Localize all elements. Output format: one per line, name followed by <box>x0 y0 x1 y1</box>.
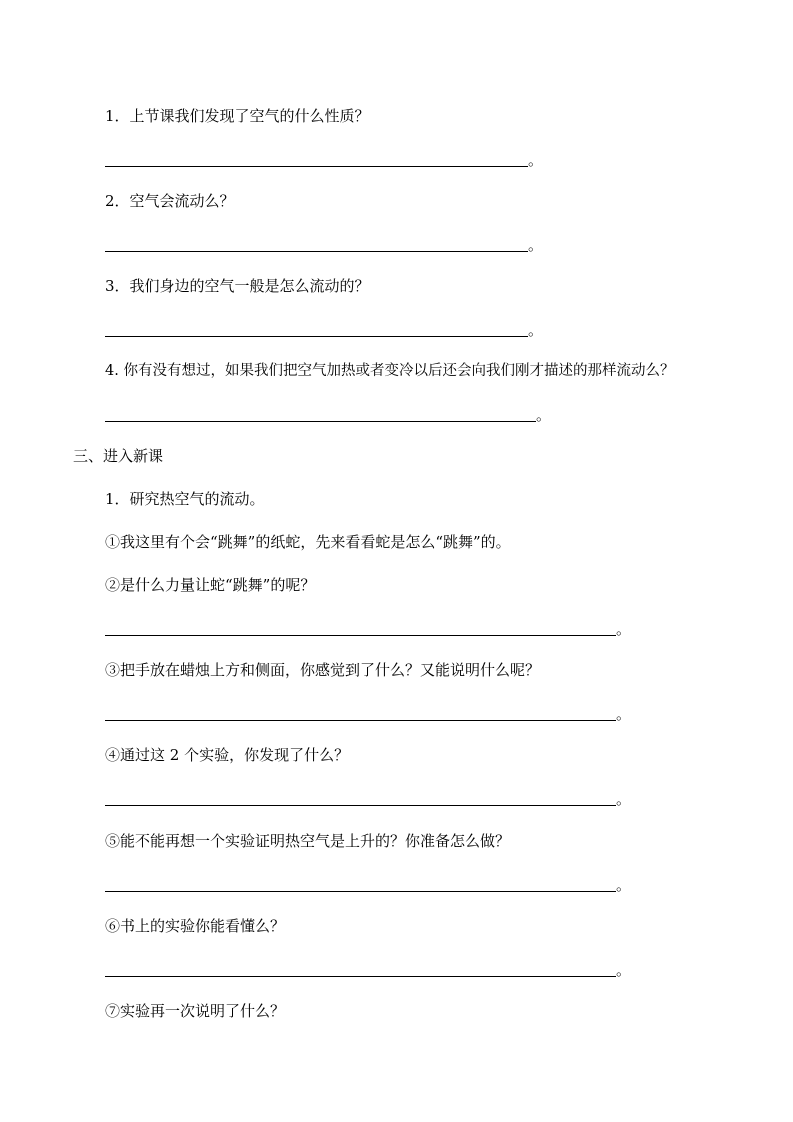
answer-period: 。 <box>528 151 544 169</box>
review-question-3: 3．我们身边的空气一般是怎么流动的？ <box>105 277 370 295</box>
answer-blank-item-6[interactable] <box>105 960 635 980</box>
answer-period: 。 <box>528 321 544 339</box>
answer-period: 。 <box>616 876 632 894</box>
answer-blank-3[interactable] <box>105 320 545 340</box>
review-question-1: 1．上节课我们发现了空气的什么性质？ <box>105 107 370 125</box>
answer-blank-2[interactable] <box>105 235 545 255</box>
answer-line <box>105 891 616 892</box>
item-5: ⑤能不能再想一个实验证明热空气是上升的？你准备怎么做？ <box>105 832 511 850</box>
section-title: 三、进入新课 <box>73 447 164 465</box>
answer-period: 。 <box>616 790 632 808</box>
review-question-4: 4. 你有没有想过，如果我们把空气加热或者变冷以后还会向我们刚才描述的那样流动么？ <box>105 363 675 379</box>
answer-line <box>105 251 528 252</box>
answer-period: 。 <box>536 406 552 424</box>
item-4: ④通过这 2 个实验，你发现了什么？ <box>105 746 350 764</box>
answer-blank-item-5[interactable] <box>105 875 635 895</box>
answer-blank-item-4[interactable] <box>105 789 635 809</box>
item-6: ⑥书上的实验你能看懂么？ <box>105 917 286 935</box>
answer-period: 。 <box>616 620 632 638</box>
answer-blank-4[interactable] <box>105 405 555 425</box>
answer-blank-1[interactable] <box>105 150 545 170</box>
answer-line <box>105 720 616 721</box>
answer-line <box>105 421 536 422</box>
answer-period: 。 <box>616 705 632 723</box>
answer-line <box>105 635 616 636</box>
review-question-2: 2．空气会流动么？ <box>105 192 235 210</box>
item-3: ③把手放在蜡烛上方和侧面，你感觉到了什么？又能说明什么呢？ <box>105 661 541 679</box>
answer-blank-item-2[interactable] <box>105 619 635 639</box>
item-2: ②是什么力量让蛇“跳舞”的呢？ <box>105 576 316 594</box>
answer-line <box>105 976 616 977</box>
answer-line <box>105 166 528 167</box>
answer-period: 。 <box>528 236 544 254</box>
answer-blank-item-3[interactable] <box>105 704 635 724</box>
item-1: ①我这里有个会“跳舞”的纸蛇，先来看看蛇是怎么“跳舞”的。 <box>105 533 511 551</box>
subsection-title: 1．研究热空气的流动。 <box>105 490 265 508</box>
answer-period: 。 <box>616 961 632 979</box>
item-7: ⑦实验再一次说明了什么？ <box>105 1002 286 1020</box>
answer-line <box>105 805 616 806</box>
answer-line <box>105 336 528 337</box>
